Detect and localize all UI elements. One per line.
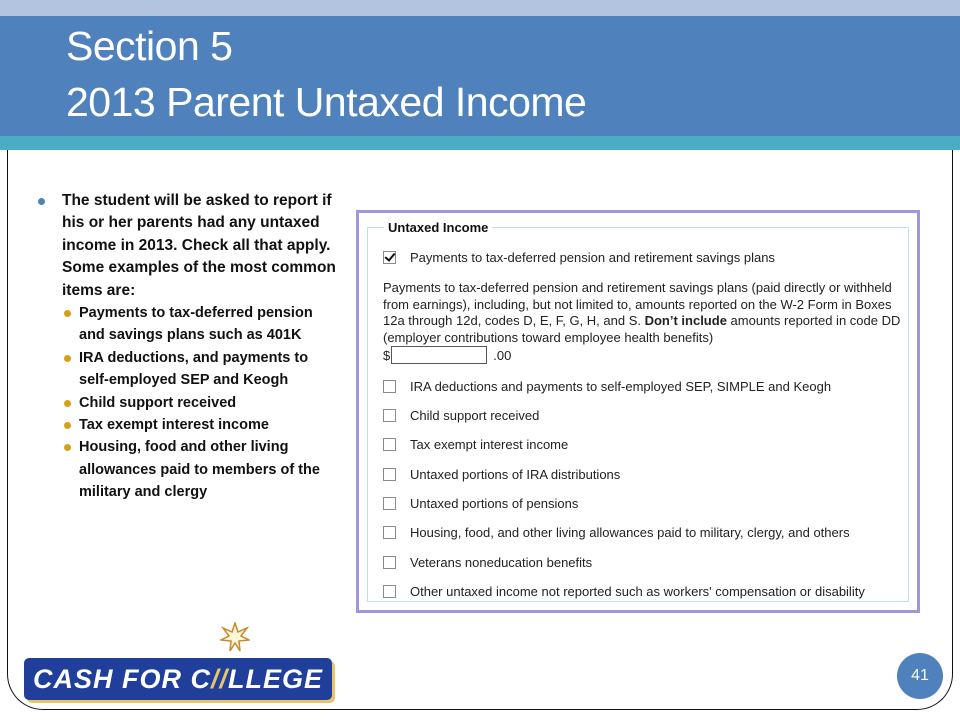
option-label: Payments to tax-deferred pension and retirement savings plans <box>410 250 775 265</box>
amount-input[interactable] <box>391 346 487 364</box>
option-ira-deductions[interactable] <box>383 379 831 394</box>
description-text: Payments to tax-deferred pension and retirement savings plans (paid directly or withheld from earnings), including, but not limited to, amounts reported on the W-2 Form in Boxes 12a through 12d, codes D, E, F, G, H, and S. <box>383 280 892 328</box>
option-label: Untaxed portions of pensions <box>410 496 579 511</box>
checkbox-icon[interactable] <box>383 526 396 539</box>
cash-for-college-logo <box>24 658 332 700</box>
checkbox-icon[interactable] <box>383 409 396 422</box>
currency-symbol: $ <box>383 347 391 363</box>
sub-bullet-list <box>62 302 336 504</box>
option-pensions[interactable] <box>383 496 578 511</box>
page-title <box>66 18 586 130</box>
sub-bullet <box>62 302 336 347</box>
bullet-dot-icon <box>38 198 45 205</box>
sub-bullet-text: Child support received <box>79 394 237 411</box>
option-tax-exempt-interest[interactable] <box>383 437 568 452</box>
option-other-untaxed[interactable] <box>383 584 865 599</box>
cents-suffix: .00 <box>493 347 512 363</box>
untaxed-income-fieldset <box>367 220 909 602</box>
page-number-badge <box>897 653 943 699</box>
logo-text-part2: LLEGE <box>228 663 324 694</box>
untaxed-income-form-screenshot <box>356 210 920 613</box>
title-line-2: 2013 Parent Untaxed Income <box>66 79 587 125</box>
option-living-allowances[interactable] <box>383 525 850 540</box>
bullet-dot-icon <box>64 422 71 429</box>
bullet-list <box>36 190 336 504</box>
option-pension-payments[interactable] <box>383 250 775 265</box>
option-label: Veterans noneducation benefits <box>410 555 593 570</box>
checkbox-checked-icon[interactable] <box>383 251 396 264</box>
option-veterans-benefits[interactable] <box>383 555 592 570</box>
option-label: Housing, food, and other living allowances paid to military, clergy, and others <box>410 525 850 540</box>
option-label: Other untaxed income not reported such as workers' compensation or disability <box>410 584 865 599</box>
checkbox-icon[interactable] <box>383 585 396 598</box>
bullet-dot-icon <box>64 310 71 317</box>
option-label: Tax exempt interest income <box>410 437 569 452</box>
checkbox-icon[interactable] <box>383 380 396 393</box>
sub-bullet-text: IRA deductions, and payments to self-employed SEP and Keogh <box>79 349 309 389</box>
sub-bullet-text: Payments to tax-deferred pension and savings plans such as 401K <box>79 305 313 344</box>
option-label: Child support received <box>410 408 540 423</box>
logo-text-part1: CASH FOR C <box>32 663 211 694</box>
sub-bullet-text: Tax exempt interest income <box>79 417 269 434</box>
sub-bullet-text: Housing, food and other living allowances paid to members of the military and clergy <box>79 439 320 501</box>
checkbox-icon[interactable] <box>383 556 396 569</box>
pension-description <box>383 280 905 346</box>
amount-field-row <box>383 346 511 364</box>
page-number: 41 <box>911 667 929 684</box>
sub-bullet <box>62 392 336 414</box>
checkbox-icon[interactable] <box>383 438 396 451</box>
top-accent-strip <box>0 0 960 16</box>
bullet-dot-icon <box>64 400 71 407</box>
logo-text <box>33 664 323 695</box>
sub-bullet <box>62 436 336 503</box>
bullet-dot-icon <box>64 444 71 451</box>
description-text: amounts reported in code DD (employer contributions toward employee health benefits) <box>383 313 901 345</box>
sub-bullet <box>62 347 336 392</box>
logo-slash-mark: // <box>210 663 228 694</box>
option-label: IRA deductions and payments to self-employed SEP, SIMPLE and Keogh <box>410 379 832 394</box>
option-ira-distributions[interactable] <box>383 467 620 482</box>
option-label: Untaxed portions of IRA distributions <box>410 467 621 482</box>
title-line-1: Section 5 <box>66 23 233 69</box>
checkbox-icon[interactable] <box>383 497 396 510</box>
teal-accent-band <box>0 136 960 150</box>
checkbox-icon[interactable] <box>383 468 396 481</box>
description-bold-text: Don’t include <box>644 313 727 328</box>
main-bullet <box>36 190 336 302</box>
sub-bullet <box>62 414 336 436</box>
bullet-dot-icon <box>64 355 71 362</box>
main-bullet-text: The student will be asked to report if his or her parents had any untaxed income in 2013. Check all that apply. Some examples of the most common items are: <box>62 192 336 299</box>
star-burst-icon <box>220 622 250 652</box>
option-child-support[interactable] <box>383 408 539 423</box>
fieldset-legend: Untaxed Income <box>384 220 492 235</box>
